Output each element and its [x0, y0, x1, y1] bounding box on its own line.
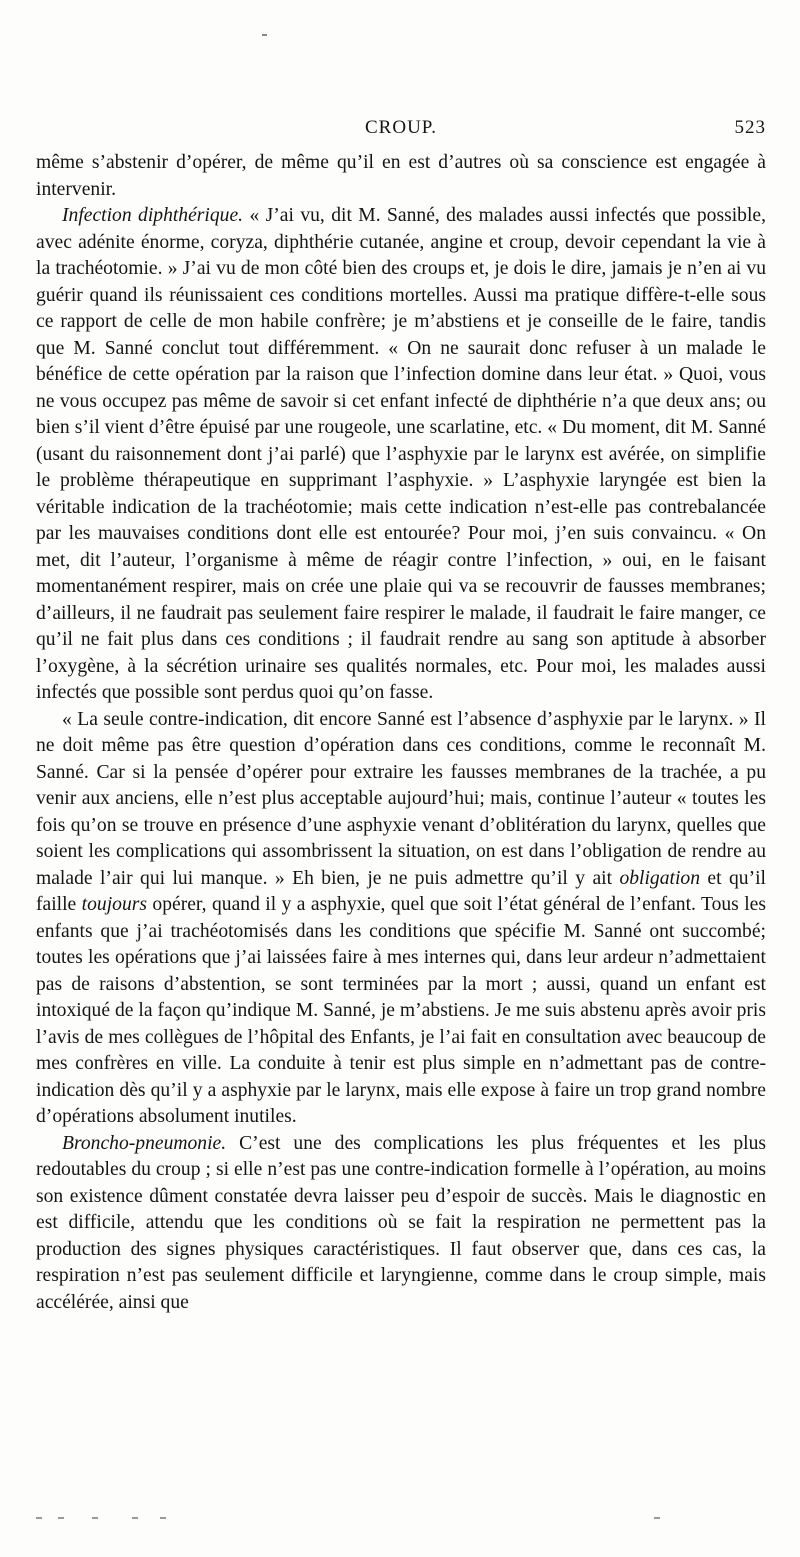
paragraph — [36, 707, 766, 1131]
body-text — [36, 150, 766, 1316]
footer-print-marks — [36, 1517, 766, 1525]
paragraph — [36, 203, 766, 707]
text-run: « J’ai vu, dit M. Sanné, des malades aussi infectés que possible, avec adénite énorme, coryza, diphthérie cutanée, angine et croup, devoir cependant la vie à la trachéotomie. » J’ai vu de mon côté bien des croups et, je dois le dire, jamais je n’en ai vu guérir quand ils réunissaient ces conditions mortelles. Aussi ma pratique diffère-t-elle sous ce rapport de celle de mon habile confrère; je m’abstiens et je conseille de le faire, tandis que M. Sanné conclut tout différemment. « On ne saurait donc refuser à un malade le bénéfice de cette opération par la raison que l’infection domine dans leur état. » Quoi, vous ne vous occupez pas même de savoir si cet enfant infecté de diphthérie n’a que deux ans; ou bien s’il vient d’être épuisé par une rougeole, une scarlatine, etc. « Du moment, dit M. Sanné (usant du raisonnement dont j’ai parlé) que l’asphyxie par le larynx est avérée, on simplifie le problème thérapeutique en supprimant l’asphyxie. » L’asphyxie laryngée est bien la véritable indication de la trachéotomie; mais cette indication n’est-elle pas contrebalancée par les mauvaises conditions dont elle est entourée? Pour moi, j’en suis convaincu. « On met, dit l’auteur, l’organisme à même de réagir contre l’infection, » oui, en le faisant momentanément respirer, mais on crée une plaie qui va se recouvrir de fausses membranes; d’ailleurs, il ne faudrait pas seulement faire respirer le malade, il faudrait le faire manger, ce qu’il ne fait plus dans ces conditions ; il faudrait rendre au sang son aptitude à absorber l’oxygène, à la sécrétion urinaire ses qualités normales, etc. Pour moi, les malades aussi infectés que possible sont perdus quoi qu’on fasse. — [36, 205, 766, 703]
paragraph — [36, 1131, 766, 1317]
paragraph — [36, 150, 766, 203]
italic-text: obligation — [619, 867, 701, 889]
page-header — [36, 117, 766, 145]
text-run: opérer, quand il y a asphyxie, quel que soit l’état général de l’enfant. Tous les enfants que j’ai trachéotomisés dans les conditions que spécifie M. Sanné ont succombé; toutes les opérations que j’ai laissées faire à mes internes qui, dans leur ardeur n’admettaient pas de raisons d’abstention, se sont terminées par la mort ; aussi, quand un enfant est intoxiqué de la façon qu’indique M. Sanné, je m’abstiens. Je me suis abstenu après avoir pris l’avis de mes collègues de l’hôpital des Enfants, je l’ai fait en consultation avec beaucoup de mes confrères en ville. La conduite à tenir est plus simple en n’admettant pas de contre-indication dès qu’il y a asphyxie par le larynx, mais elle expose à faire un trop grand nombre d’opérations absolument inutiles. — [36, 894, 766, 1127]
print-speck — [92, 1517, 98, 1519]
print-speck — [132, 1517, 138, 1519]
page-number: 523 — [734, 117, 766, 138]
text-run: même s’abstenir d’opérer, de même qu’il en est d’autres où sa conscience est engagée à intervenir. — [36, 152, 766, 200]
italic-text: toujours — [81, 894, 147, 915]
print-speck — [160, 1517, 166, 1519]
italic-text: Broncho-pneumonie. — [62, 1132, 227, 1154]
running-title: CROUP. — [365, 117, 437, 138]
print-speck — [654, 1517, 660, 1519]
print-speck — [36, 1517, 42, 1519]
text-run: C’est une des complications les plus fréquentes et les plus redoutables du croup ; si elle n’est pas une contre-indication formelle à l’opération, au moins son existence dûment constatée devra laisser peu d’espoir de succès. Mais le diagnostic en est difficile, attendu que les conditions où se fait la respiration ne permettent pas la production des signes physiques caractéristiques. Il faut observer que, dans ces cas, la respiration n’est pas seulement difficile et laryngienne, comme dans le croup simple, mais accélérée, ainsi que — [36, 1132, 766, 1313]
text-run: et qu’il faille — [36, 867, 766, 915]
print-speck — [58, 1517, 64, 1519]
italic-text: Infection diphthérique. — [62, 205, 244, 226]
text-run: « La seule contre-indication, dit encore Sanné est l’absence d’asphyxie par le larynx. » Il ne doit même pas être question d’opération dans ces conditions, comme le reconnaît M. Sanné. Car si la pensée d’opérer pour extraire les fausses membranes de la trachée, a pu venir aux anciens, elle n’est plus acceptable aujourd’hui; mais, continue l’auteur « toutes les fois qu’on se trouve en présence d’une asphyxie venant d’oblitération du larynx, quelles que soient les complications qui assombrissent la situation, on est dans l’obligation de rendre au malade l’air qui lui manque. » Eh bien, je ne puis admettre qu’il y ait — [36, 708, 766, 889]
print-speck — [262, 34, 267, 36]
